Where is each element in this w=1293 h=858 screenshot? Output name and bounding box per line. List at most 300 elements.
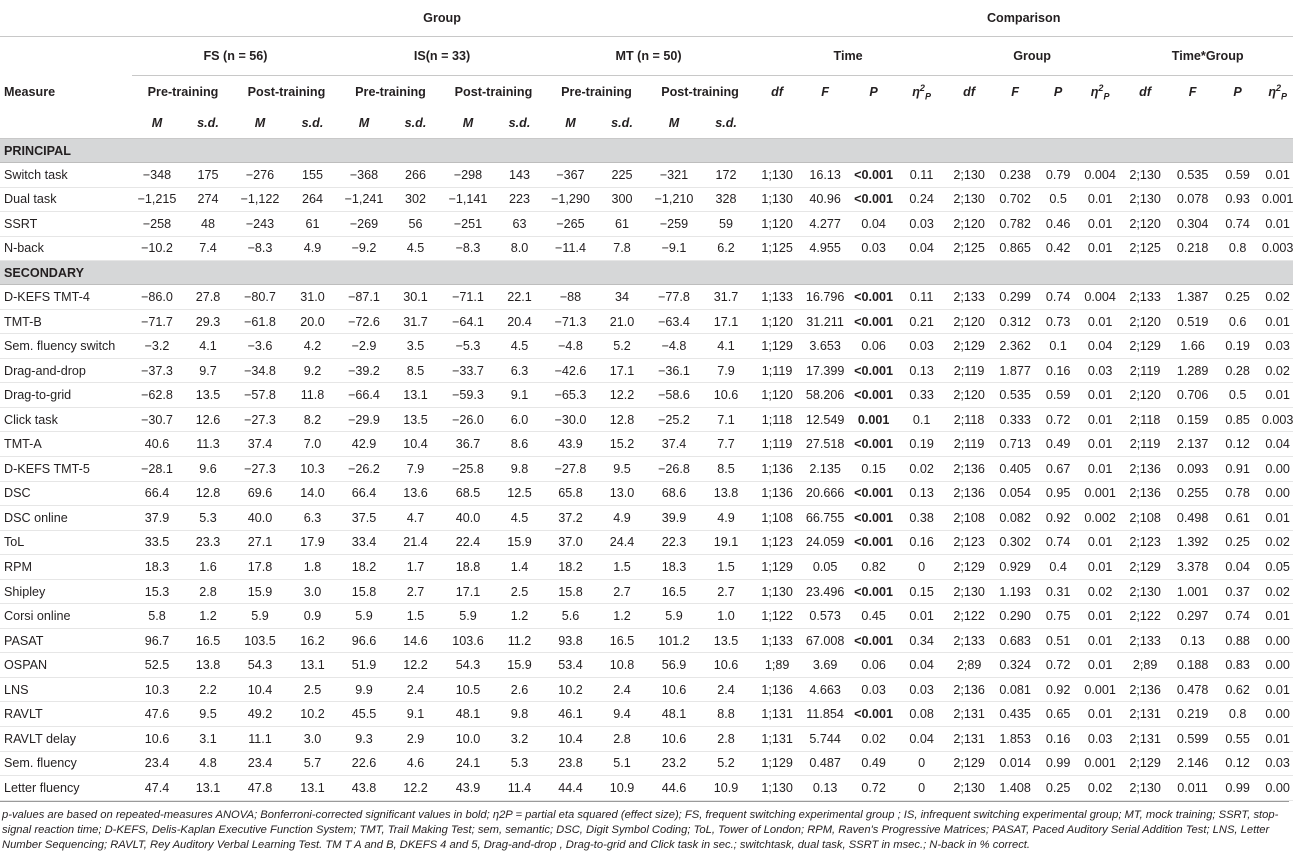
table-cell: 0.38	[899, 506, 944, 531]
table-cell: 0.9	[286, 604, 339, 629]
table-cell: 0.00	[1260, 776, 1293, 801]
table-cell: 15.2	[596, 432, 648, 457]
table-cell: 0	[899, 776, 944, 801]
table-cell: 302	[389, 187, 442, 212]
table-cell: 5.9	[648, 604, 700, 629]
table-cell: −62.8	[132, 383, 182, 408]
fs-pre-sd-header: s.d.	[182, 108, 234, 139]
table-cell: 0.929	[994, 555, 1036, 580]
table-cell: 0.573	[802, 604, 848, 629]
section-row	[0, 261, 1293, 285]
table-cell: 0.65	[1036, 702, 1080, 727]
is-post-sd-header: s.d.	[494, 108, 545, 139]
table-cell: 18.2	[545, 555, 596, 580]
table-cell: −58.6	[648, 383, 700, 408]
table-row	[0, 604, 1293, 629]
table-cell: 23.2	[648, 751, 700, 776]
table-cell: 9.3	[339, 727, 389, 752]
group-comparison-header: Group	[944, 37, 1120, 76]
table-cell: 21.0	[596, 309, 648, 334]
table-cell: 47.8	[234, 776, 286, 801]
is-post-m-header: M	[442, 108, 494, 139]
table-cell: 11.1	[234, 727, 286, 752]
table-cell: 15.9	[494, 530, 545, 555]
table-cell: 172	[700, 163, 752, 188]
table-cell: 1.5	[389, 604, 442, 629]
table-cell: −3.6	[234, 334, 286, 359]
table-cell: 36.7	[442, 432, 494, 457]
table-row	[0, 776, 1293, 801]
table-cell: 10.9	[700, 776, 752, 801]
measure-name: LNS	[0, 677, 132, 702]
table-cell: 0.219	[1170, 702, 1215, 727]
table-cell: 2;118	[944, 407, 994, 432]
table-cell: 0.01	[1080, 457, 1120, 482]
table-cell: 0.13	[1170, 628, 1215, 653]
table-cell: 0.74	[1215, 212, 1260, 237]
table-cell: 5.9	[339, 604, 389, 629]
measure-name: N-back	[0, 236, 132, 261]
table-cell: 27.518	[802, 432, 848, 457]
table-cell: 5.2	[596, 334, 648, 359]
table-cell: 0.04	[899, 653, 944, 678]
table-cell: 2;123	[944, 530, 994, 555]
table-cell: 61	[596, 212, 648, 237]
table-cell: 2;119	[944, 358, 994, 383]
table-cell: 1.5	[596, 555, 648, 580]
table-cell: 2;120	[944, 212, 994, 237]
table-cell: 1.392	[1170, 530, 1215, 555]
table-cell: 12.5	[494, 481, 545, 506]
table-row	[0, 506, 1293, 531]
measure-name: RAVLT delay	[0, 727, 132, 752]
table-cell: 27.1	[234, 530, 286, 555]
table-cell: 2.5	[494, 579, 545, 604]
table-cell: 2;129	[1120, 334, 1170, 359]
table-cell: 0.01	[1260, 212, 1293, 237]
table-cell: 1;89	[752, 653, 802, 678]
table-footnote: p-values are based on repeated-measures ANOVA; Bonferroni-corrected significant values in bold; η2P = partial eta squared (effect size); FS, frequent switching experimental group ; IS, infrequent switching experimental group; MT, mock training; SSRT, stop-signal reaction time; D-KEFS, Delis-Kaplan Executive Function System; TMT, Trail Making Test; sem, semantic; DSC, Digit Symbol Coding; ToL, Tower of London; RPM, Raven's Progressive Matrices; PASAT, Paced Auditory Serial Addition Test; LNS, Letter Number Sequencing; RAVLT, Rey Auditory Verbal Learning Test. TM T A and B, DKEFS 4 and 5, Drag-and-drop , Drag-to-grid and Click task in sec.; switchtask, dual task, SSRT in msec.; N-back in % correct.	[0, 801, 1289, 854]
table-cell: 12.8	[182, 481, 234, 506]
table-cell: 0.003	[1260, 236, 1293, 261]
table-cell: 0.002	[1080, 506, 1120, 531]
table-cell: 2;119	[1120, 358, 1170, 383]
table-cell: −65.3	[545, 383, 596, 408]
table-cell: 1;108	[752, 506, 802, 531]
table-cell: 0.79	[1036, 163, 1080, 188]
table-cell: 0.12	[1215, 751, 1260, 776]
table-cell: 4.5	[494, 334, 545, 359]
table-cell: −37.3	[132, 358, 182, 383]
table-cell: 0.11	[899, 163, 944, 188]
table-cell: 1;136	[752, 481, 802, 506]
table-cell: 1;119	[752, 432, 802, 457]
mt-pre-header: Pre-training	[561, 85, 632, 99]
is-post-header: Post-training	[454, 85, 533, 99]
table-cell: 11.8	[286, 383, 339, 408]
table-cell: 49.2	[234, 702, 286, 727]
table-cell: 1;129	[752, 334, 802, 359]
table-cell: 0.054	[994, 481, 1036, 506]
table-cell: 6.2	[700, 236, 752, 261]
table-cell: 4.2	[286, 334, 339, 359]
table-cell: 20.4	[494, 309, 545, 334]
table-cell: 66.4	[339, 481, 389, 506]
table-cell: 34	[596, 285, 648, 310]
table-cell: 9.9	[339, 677, 389, 702]
table-cell: 2;130	[1120, 776, 1170, 801]
table-cell: 15.8	[545, 579, 596, 604]
table-cell: 1;125	[752, 236, 802, 261]
table-cell: 2;130	[1120, 187, 1170, 212]
table-cell: 3.69	[802, 653, 848, 678]
table-cell: −36.1	[648, 358, 700, 383]
table-cell: −71.3	[545, 309, 596, 334]
table-cell: 16.5	[648, 579, 700, 604]
table-row	[0, 407, 1293, 432]
table-cell: 2;122	[1120, 604, 1170, 629]
table-cell: 24.059	[802, 530, 848, 555]
table-cell: −34.8	[234, 358, 286, 383]
table-cell: 2.4	[389, 677, 442, 702]
fs-pre-m-header: M	[132, 108, 182, 139]
table-cell: 3.5	[389, 334, 442, 359]
table-cell: 0.92	[1036, 506, 1080, 531]
table-cell: 48.1	[648, 702, 700, 727]
table-cell: 63	[494, 212, 545, 237]
table-cell: −8.3	[442, 236, 494, 261]
table-cell: 0.02	[848, 727, 899, 752]
time-p-header: P	[869, 85, 878, 99]
table-cell: 5.9	[234, 604, 286, 629]
table-cell: 3.1	[182, 727, 234, 752]
table-cell: 0.238	[994, 163, 1036, 188]
table-cell: 0.01	[1080, 432, 1120, 457]
table-cell: 10.8	[596, 653, 648, 678]
table-cell: 5.1	[596, 751, 648, 776]
table-cell: 0.333	[994, 407, 1036, 432]
table-cell: 1;118	[752, 407, 802, 432]
table-cell: 67.008	[802, 628, 848, 653]
table-cell: 0.16	[1036, 727, 1080, 752]
table-cell: 23.3	[182, 530, 234, 555]
section-row	[0, 139, 1293, 163]
table-cell: 2;130	[1120, 579, 1170, 604]
table-cell: 0.011	[1170, 776, 1215, 801]
table-cell: 2;133	[1120, 628, 1170, 653]
table-cell: 31.211	[802, 309, 848, 334]
measure-name: D-KEFS TMT-4	[0, 285, 132, 310]
table-cell: 0.25	[1215, 530, 1260, 555]
table-cell: 103.5	[234, 628, 286, 653]
table-cell: 0	[899, 555, 944, 580]
table-cell: 1;123	[752, 530, 802, 555]
table-cell: 1.2	[182, 604, 234, 629]
table-cell: −71.7	[132, 309, 182, 334]
table-cell: 2.2	[182, 677, 234, 702]
table-cell: 0.290	[994, 604, 1036, 629]
table-cell: 13.1	[182, 776, 234, 801]
table-cell: 0.003	[1260, 407, 1293, 432]
measure-name: Switch task	[0, 163, 132, 188]
table-cell: 1;131	[752, 702, 802, 727]
table-cell: 1.001	[1170, 579, 1215, 604]
table-cell: 2;125	[944, 236, 994, 261]
table-cell: <0.001	[848, 358, 899, 383]
table-cell: 24.1	[442, 751, 494, 776]
table-cell: 11.4	[494, 776, 545, 801]
table-cell: 4.955	[802, 236, 848, 261]
table-cell: 2;120	[944, 309, 994, 334]
table-cell: −10.2	[132, 236, 182, 261]
table-cell: 69.6	[234, 481, 286, 506]
table-cell: 8.6	[494, 432, 545, 457]
table-cell: 7.9	[700, 358, 752, 383]
table-cell: 0.001	[1080, 751, 1120, 776]
table-cell: 0.01	[1260, 383, 1293, 408]
table-cell: −27.3	[234, 457, 286, 482]
table-cell: 0.16	[899, 530, 944, 555]
table-cell: 328	[700, 187, 752, 212]
table-cell: 4.9	[286, 236, 339, 261]
table-cell: 0.01	[1080, 555, 1120, 580]
table-row	[0, 187, 1293, 212]
table-cell: 0.702	[994, 187, 1036, 212]
table-cell: 2;129	[944, 751, 994, 776]
table-cell: 0.08	[899, 702, 944, 727]
table-cell: 11.2	[494, 628, 545, 653]
table-cell: 2;122	[944, 604, 994, 629]
table-cell: 2;129	[944, 555, 994, 580]
table-cell: 10.5	[442, 677, 494, 702]
time-f-header: F	[821, 85, 829, 99]
table-cell: 0.05	[802, 555, 848, 580]
measure-name: Sem. fluency	[0, 751, 132, 776]
time-df-header: df	[771, 85, 784, 99]
table-cell: 9.1	[389, 702, 442, 727]
table-cell: 16.796	[802, 285, 848, 310]
table-cell: 2;120	[1120, 383, 1170, 408]
table-cell: 5.2	[700, 751, 752, 776]
table-cell: 24.4	[596, 530, 648, 555]
table-cell: 43.8	[339, 776, 389, 801]
table-cell: <0.001	[848, 628, 899, 653]
table-cell: 0.49	[848, 751, 899, 776]
table-row	[0, 334, 1293, 359]
table-row	[0, 751, 1293, 776]
table-cell: 0.00	[1260, 628, 1293, 653]
table-cell: 1;136	[752, 677, 802, 702]
table-cell: 15.9	[234, 579, 286, 604]
table-cell: 23.496	[802, 579, 848, 604]
table-cell: 0.72	[1036, 407, 1080, 432]
table-cell: 0.782	[994, 212, 1036, 237]
table-cell: 11.854	[802, 702, 848, 727]
table-cell: 1.2	[494, 604, 545, 629]
table-cell: −259	[648, 212, 700, 237]
table-cell: 7.9	[389, 457, 442, 482]
table-cell: 5.8	[132, 604, 182, 629]
table-cell: 15.8	[339, 579, 389, 604]
table-cell: 17.9	[286, 530, 339, 555]
table-cell: −77.8	[648, 285, 700, 310]
table-cell: 1;129	[752, 555, 802, 580]
table-cell: −64.1	[442, 309, 494, 334]
table-cell: 0.478	[1170, 677, 1215, 702]
table-cell: 4.663	[802, 677, 848, 702]
table-cell: 0.865	[994, 236, 1036, 261]
table-cell: −80.7	[234, 285, 286, 310]
table-cell: 0.99	[1215, 776, 1260, 801]
table-cell: 0.304	[1170, 212, 1215, 237]
table-cell: 0.28	[1215, 358, 1260, 383]
table-cell: 48	[182, 212, 234, 237]
table-cell: −59.3	[442, 383, 494, 408]
group-header: Group	[132, 0, 752, 37]
table-cell: 0.078	[1170, 187, 1215, 212]
table-cell: 9.7	[182, 358, 234, 383]
table-cell: 7.7	[700, 432, 752, 457]
table-cell: 266	[389, 163, 442, 188]
table-cell: <0.001	[848, 285, 899, 310]
table-cell: 0.46	[1036, 212, 1080, 237]
table-cell: 0.081	[994, 677, 1036, 702]
table-cell: 143	[494, 163, 545, 188]
table-cell: 0.49	[1036, 432, 1080, 457]
table-cell: 43.9	[545, 432, 596, 457]
table-cell: 0.59	[1036, 383, 1080, 408]
table-cell: 0.03	[1080, 727, 1120, 752]
table-cell: 2;129	[1120, 751, 1170, 776]
measure-name: Click task	[0, 407, 132, 432]
table-cell: 2;131	[1120, 702, 1170, 727]
table-cell: 2.8	[700, 727, 752, 752]
table-row	[0, 702, 1293, 727]
table-cell: 2;136	[1120, 457, 1170, 482]
table-cell: −27.8	[545, 457, 596, 482]
table-cell: 1.387	[1170, 285, 1215, 310]
table-cell: 40.0	[442, 506, 494, 531]
table-cell: 37.0	[545, 530, 596, 555]
table-cell: 2;131	[944, 702, 994, 727]
table-cell: 10.6	[132, 727, 182, 752]
table-cell: 10.4	[389, 432, 442, 457]
table-cell: 0.72	[1036, 653, 1080, 678]
table-cell: −9.1	[648, 236, 700, 261]
table-cell: 2.362	[994, 334, 1036, 359]
table-cell: −258	[132, 212, 182, 237]
table-cell: 0.13	[802, 776, 848, 801]
table-cell: 4.5	[494, 506, 545, 531]
table-cell: 18.3	[648, 555, 700, 580]
table-cell: 7.4	[182, 236, 234, 261]
table-cell: 223	[494, 187, 545, 212]
table-cell: 8.5	[700, 457, 752, 482]
tg-df-header: df	[1139, 85, 1152, 99]
table-cell: 21.4	[389, 530, 442, 555]
table-cell: 0.00	[1260, 702, 1293, 727]
table-cell: 1.6	[182, 555, 234, 580]
table-cell: 1;136	[752, 457, 802, 482]
table-cell: −27.3	[234, 407, 286, 432]
table-cell: 65.8	[545, 481, 596, 506]
table-cell: 18.3	[132, 555, 182, 580]
table-cell: 0.01	[1080, 604, 1120, 629]
table-cell: 68.6	[648, 481, 700, 506]
table-cell: −8.3	[234, 236, 286, 261]
table-cell: 19.1	[700, 530, 752, 555]
table-cell: −1,241	[339, 187, 389, 212]
table-cell: 93.8	[545, 628, 596, 653]
table-cell: 0.01	[1260, 677, 1293, 702]
table-cell: 44.6	[648, 776, 700, 801]
table-cell: −276	[234, 163, 286, 188]
table-cell: 45.5	[339, 702, 389, 727]
table-cell: 0.706	[1170, 383, 1215, 408]
table-cell: 1.5	[700, 555, 752, 580]
table-body	[0, 139, 1293, 801]
measure-name: ToL	[0, 530, 132, 555]
table-cell: 10.6	[648, 677, 700, 702]
measure-name: Shipley	[0, 579, 132, 604]
table-cell: 3.0	[286, 727, 339, 752]
table-cell: 14.6	[389, 628, 442, 653]
table-cell: 4.277	[802, 212, 848, 237]
table-cell: 0.95	[1036, 481, 1080, 506]
table-cell: 0.11	[899, 285, 944, 310]
table-cell: 9.2	[286, 358, 339, 383]
table-cell: 2.146	[1170, 751, 1215, 776]
table-cell: 59	[700, 212, 752, 237]
table-cell: 10.2	[286, 702, 339, 727]
table-cell: 12.2	[596, 383, 648, 408]
table-cell: 13.0	[596, 481, 648, 506]
table-cell: 0.13	[899, 481, 944, 506]
table-cell: 0.83	[1215, 653, 1260, 678]
table-cell: 2;120	[944, 383, 994, 408]
table-cell: 0.001	[1260, 187, 1293, 212]
table-cell: −348	[132, 163, 182, 188]
table-cell: 0.03	[1260, 334, 1293, 359]
table-cell: 0.04	[899, 236, 944, 261]
table-cell: 58.206	[802, 383, 848, 408]
table-cell: 0.299	[994, 285, 1036, 310]
table-cell: <0.001	[848, 432, 899, 457]
table-cell: 0.01	[1080, 407, 1120, 432]
table-cell: 4.1	[700, 334, 752, 359]
table-row	[0, 555, 1293, 580]
table-cell: −2.9	[339, 334, 389, 359]
table-cell: 2.7	[700, 579, 752, 604]
table-cell: 0.324	[994, 653, 1036, 678]
table-cell: 0.55	[1215, 727, 1260, 752]
time-group-header: Time*Group	[1120, 37, 1293, 76]
table-cell: 40.0	[234, 506, 286, 531]
table-cell: 37.4	[234, 432, 286, 457]
table-row	[0, 163, 1293, 188]
table-cell: 5.744	[802, 727, 848, 752]
table-cell: 13.6	[389, 481, 442, 506]
table-cell: 0.03	[899, 212, 944, 237]
table-cell: 31.7	[389, 309, 442, 334]
measure-name: TMT-A	[0, 432, 132, 457]
table-cell: 10.6	[648, 727, 700, 752]
table-cell: 16.5	[596, 628, 648, 653]
table-cell: 0.1	[899, 407, 944, 432]
table-row	[0, 579, 1293, 604]
table-cell: 66.4	[132, 481, 182, 506]
table-cell: 8.0	[494, 236, 545, 261]
